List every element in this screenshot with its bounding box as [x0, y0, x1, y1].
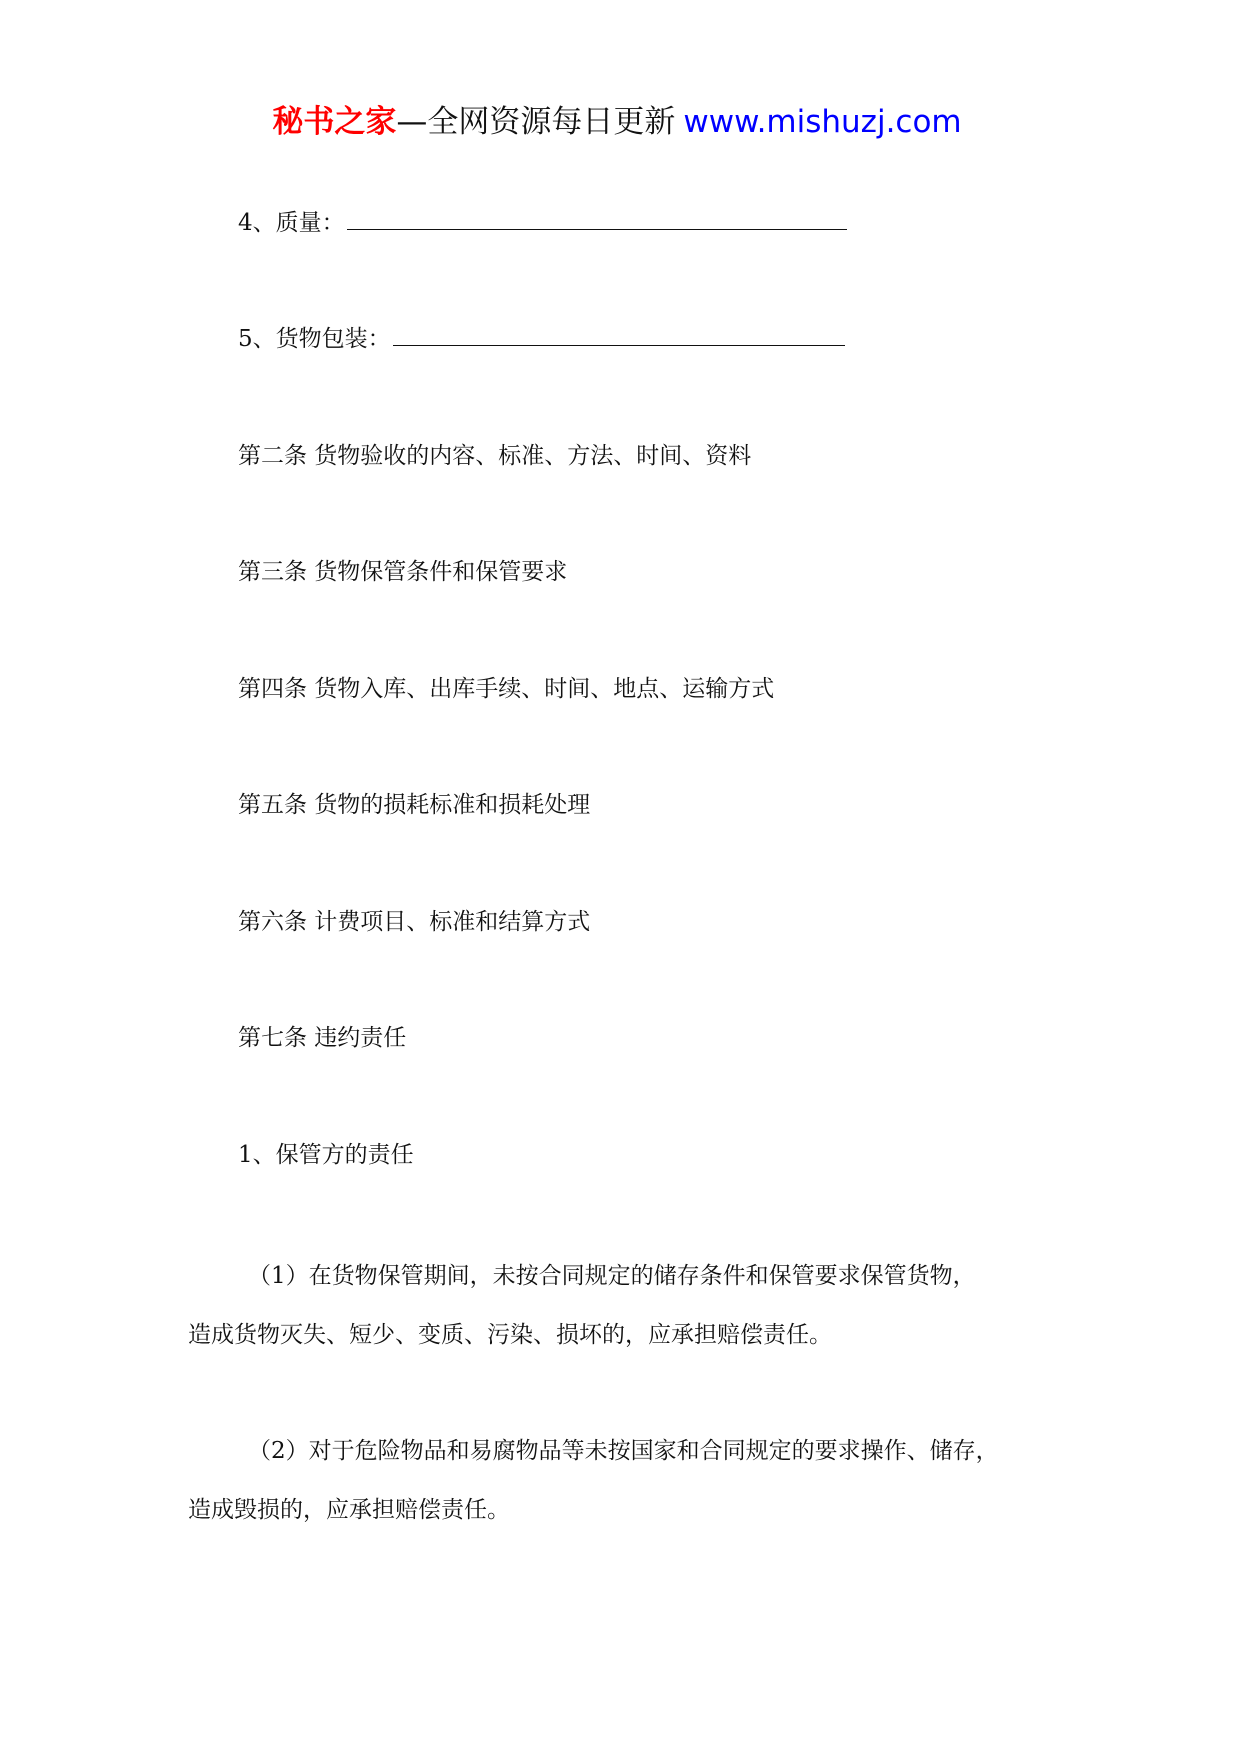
article-2: 第二条 货物验收的内容、标准、方法、时间、资料	[238, 443, 752, 469]
article-7: 第七条 违约责任	[238, 1025, 407, 1051]
item-packaging	[238, 323, 845, 355]
page-header	[0, 100, 1234, 144]
site-brand: 秘书之家	[272, 104, 397, 140]
custodian-responsibility-heading: 1、保管方的责任	[238, 1142, 414, 1168]
article-5: 第五条 货物的损耗标准和损耗处理	[238, 792, 591, 818]
site-tagline: —全网资源每日更新	[396, 104, 676, 140]
clause-2-paragraph	[188, 1422, 1068, 1540]
item-quality	[238, 207, 847, 239]
item-packaging-label: 5、货物包装：	[238, 326, 391, 352]
site-url-link[interactable]: www.mishuzj.com	[683, 104, 962, 140]
clause-1-line-1: （1）在货物保管期间，未按合同规定的储存条件和保管要求保管货物，	[248, 1263, 976, 1289]
packaging-blank-line	[393, 344, 845, 346]
quality-blank-line	[347, 228, 847, 230]
clause-1-line-2: 造成货物灭失、短少、变质、污染、损坏的，应承担赔偿责任。	[188, 1322, 832, 1348]
article-4: 第四条 货物入库、出库手续、时间、地点、运输方式	[238, 676, 775, 702]
item-quality-label: 4、质量：	[238, 210, 345, 236]
clause-2-line-2: 造成毁损的，应承担赔偿责任。	[188, 1497, 510, 1523]
clause-1-paragraph	[188, 1247, 1068, 1365]
article-6: 第六条 计费项目、标准和结算方式	[238, 909, 591, 935]
article-3: 第三条 货物保管条件和保管要求	[238, 559, 568, 585]
clause-2-line-1: （2）对于危险物品和易腐物品等未按国家和合同规定的要求操作、储存，	[248, 1438, 999, 1464]
